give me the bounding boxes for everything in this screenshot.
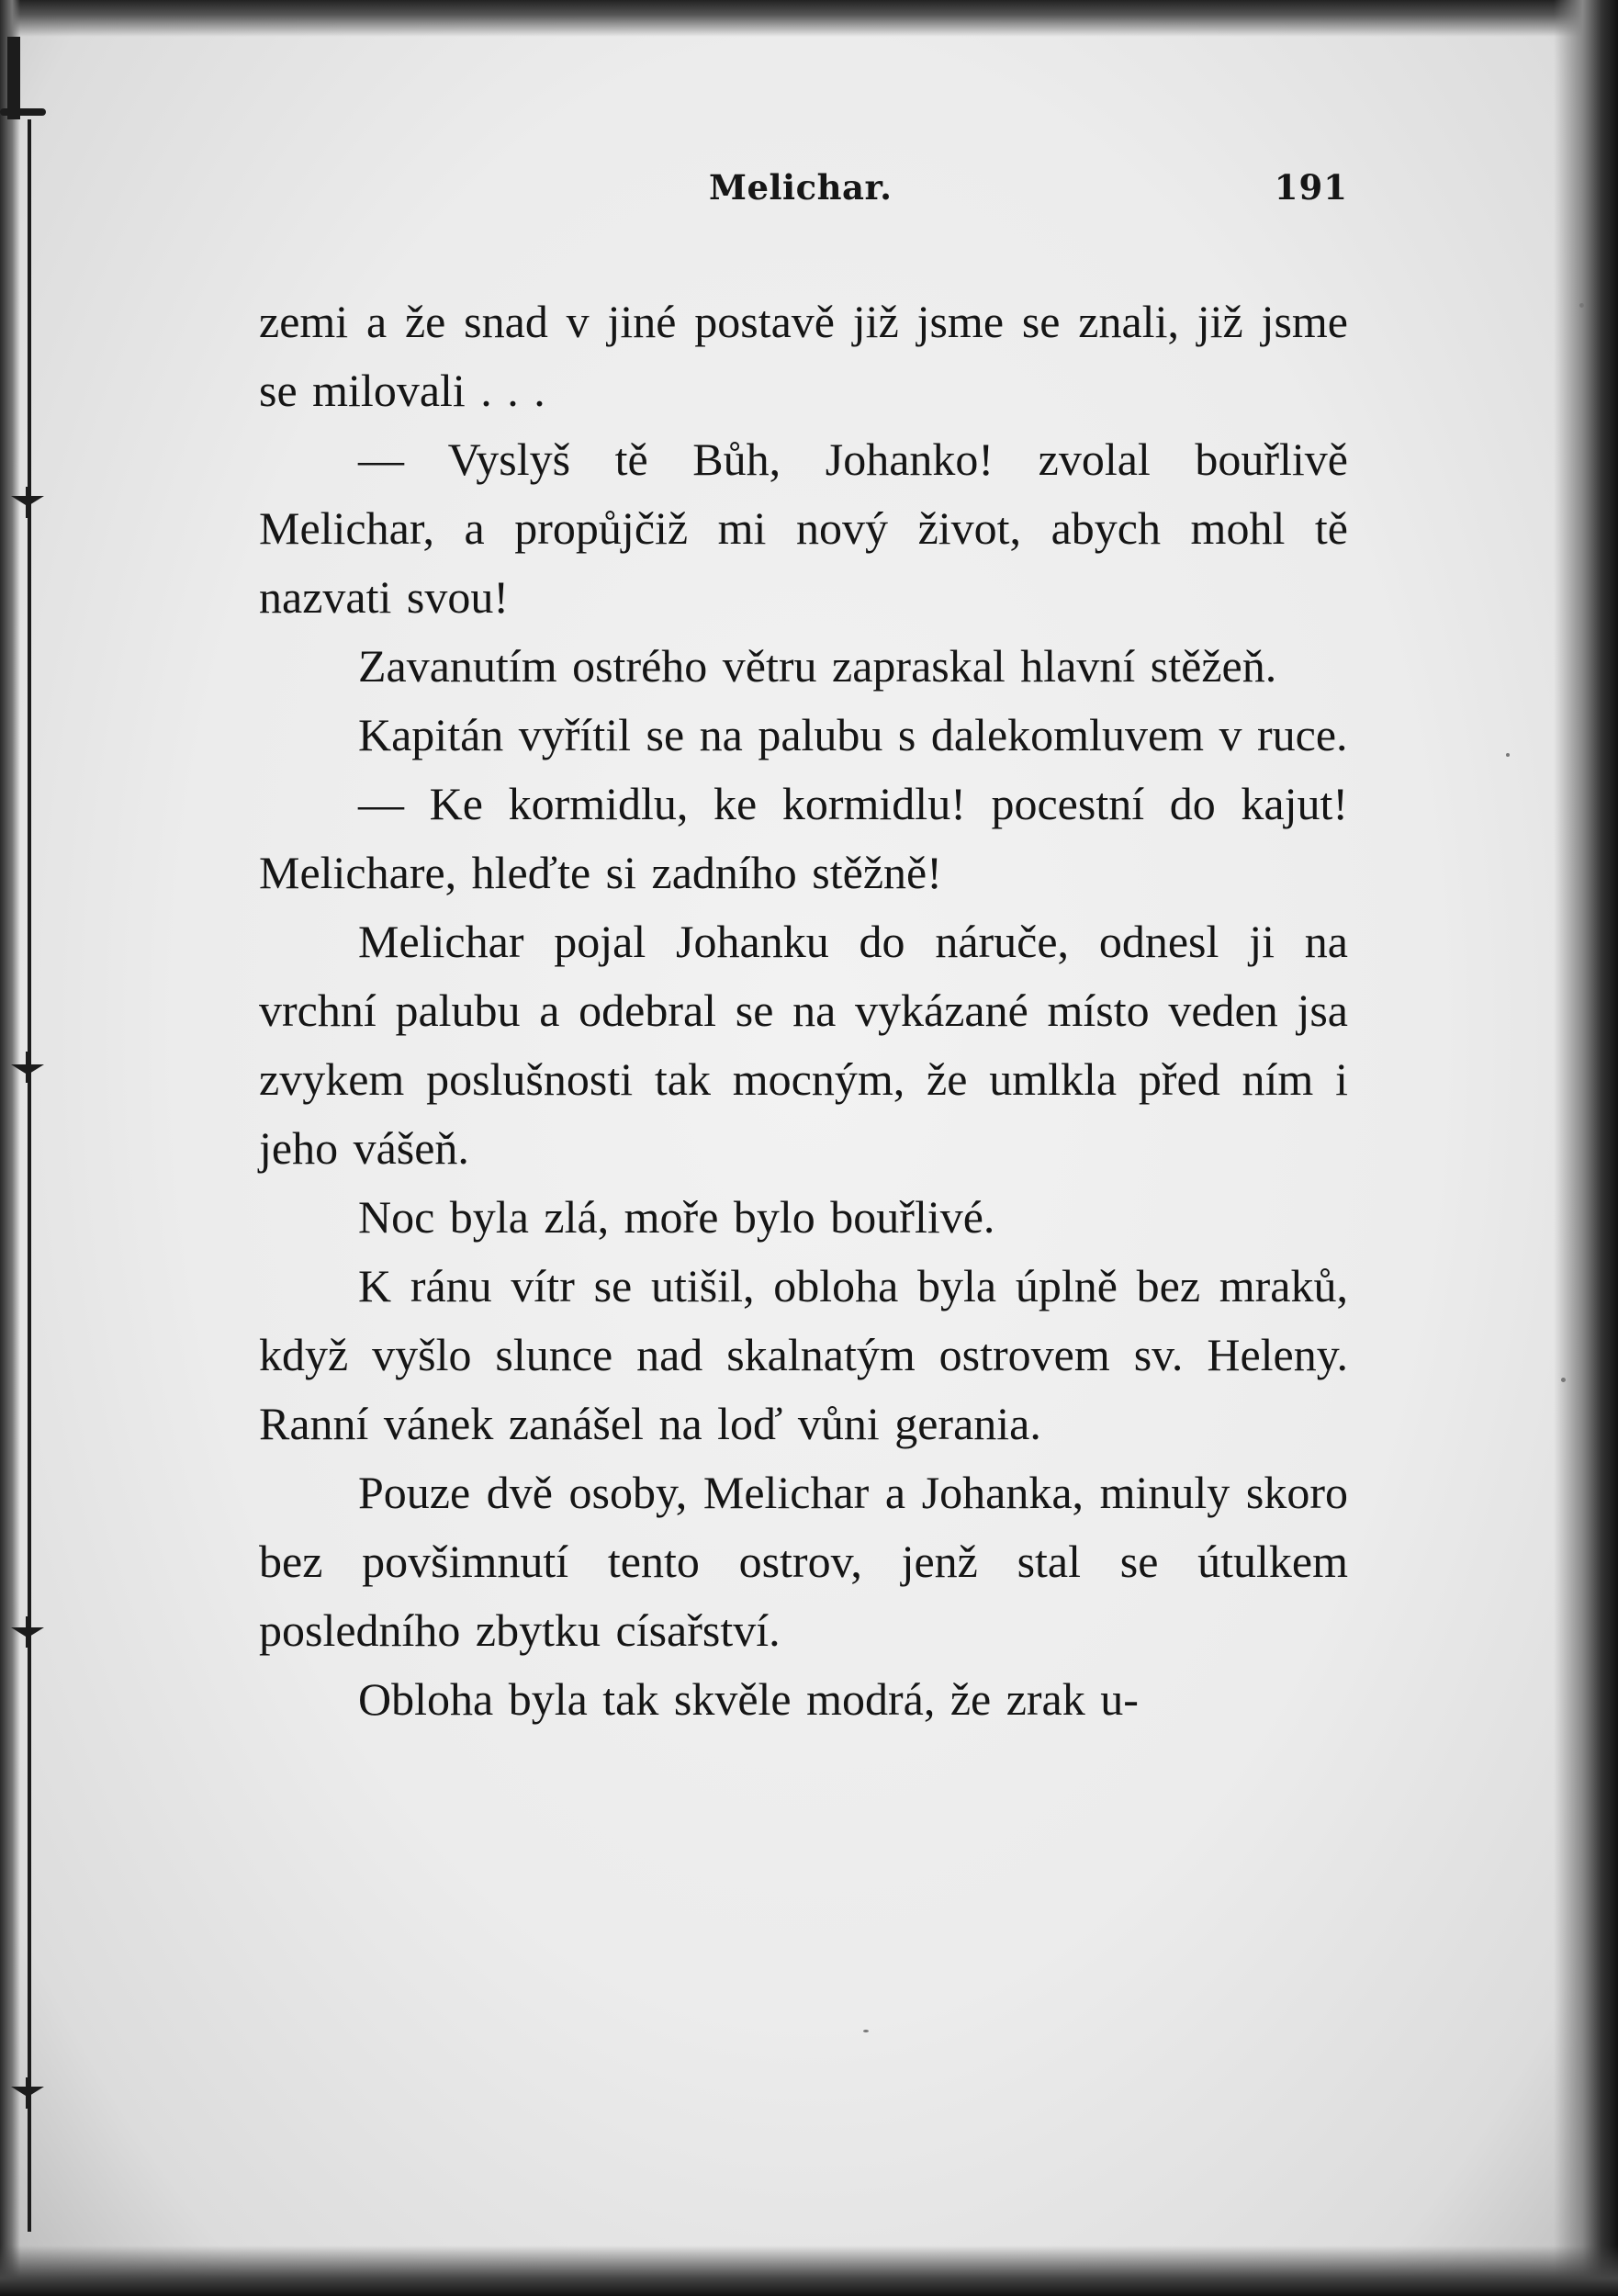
scan-speck: [1561, 1378, 1566, 1382]
scan-edge-top: [0, 0, 1618, 37]
scan-edge-bottom: [0, 2245, 1618, 2296]
paragraph: Pouze dvě osoby, Melichar a Johanka, minuly skoro bez povšimnutí tento ostrov, jenž stal se útulkem posledního zbytku císařství.: [259, 1467, 1348, 1656]
paragraph: Kapitán vyřítil se na palubu s dalekomluvem v ruce.: [358, 709, 1348, 760]
paragraph: Zavanutím ostrého větru zapraskal hlavní stěžeň.: [358, 640, 1277, 692]
page-number: 191: [1274, 167, 1348, 208]
scan-edge-left: [0, 0, 20, 2296]
scan-edge-right: [1554, 0, 1618, 2296]
binding-thread: [28, 119, 31, 2232]
paragraph: Obloha byla tak skvěle modrá, že zrak u-: [358, 1673, 1139, 1725]
stitch-mark-icon: [9, 487, 46, 518]
binding-clip-foot: [0, 108, 46, 116]
stitch-mark-icon: [9, 1616, 46, 1648]
paragraph: K ránu vítr se utišil, obloha byla úplně bez mraků, když vyšlo slunce nad skalnatým ostrovem sv. Heleny. Ranní vánek zanášel na loď vůni gerania.: [259, 1260, 1348, 1449]
paragraph: zemi a že snad v jiné postavě již jsme se znali, již jsme se milovali . . .: [259, 296, 1348, 416]
body-text: [259, 287, 1348, 1734]
stitch-mark-icon: [9, 2077, 46, 2109]
scan-speck: [1579, 303, 1584, 308]
paragraph: — Ke kormidlu, ke kormidlu! pocestní do kajut! Melichare, hleďte si zadního stěžně!: [259, 778, 1348, 898]
paragraph: Noc byla zlá, moře bylo bouřlivé.: [358, 1191, 995, 1243]
stitch-mark-icon: [9, 1052, 46, 1083]
page-header: [259, 167, 1348, 222]
paragraph: Melichar pojal Johanku do náruče, odnesl ji na vrchní palubu a odebral se na vykázané místo veden jsa zvykem poslušnosti tak mocným, že umlkla před ním i jeho vášeň.: [259, 916, 1348, 1174]
binding-clip-icon: [7, 37, 20, 119]
running-title: Melichar.: [709, 167, 893, 208]
paragraph: — Vyslyš tě Bůh, Johanko! zvolal bouřlivě Melichar, a propůjčiž mi nový život, abych mohl tě nazvati svou!: [259, 433, 1348, 623]
scan-speck: [1506, 753, 1510, 757]
scan-speck: [863, 2030, 869, 2032]
